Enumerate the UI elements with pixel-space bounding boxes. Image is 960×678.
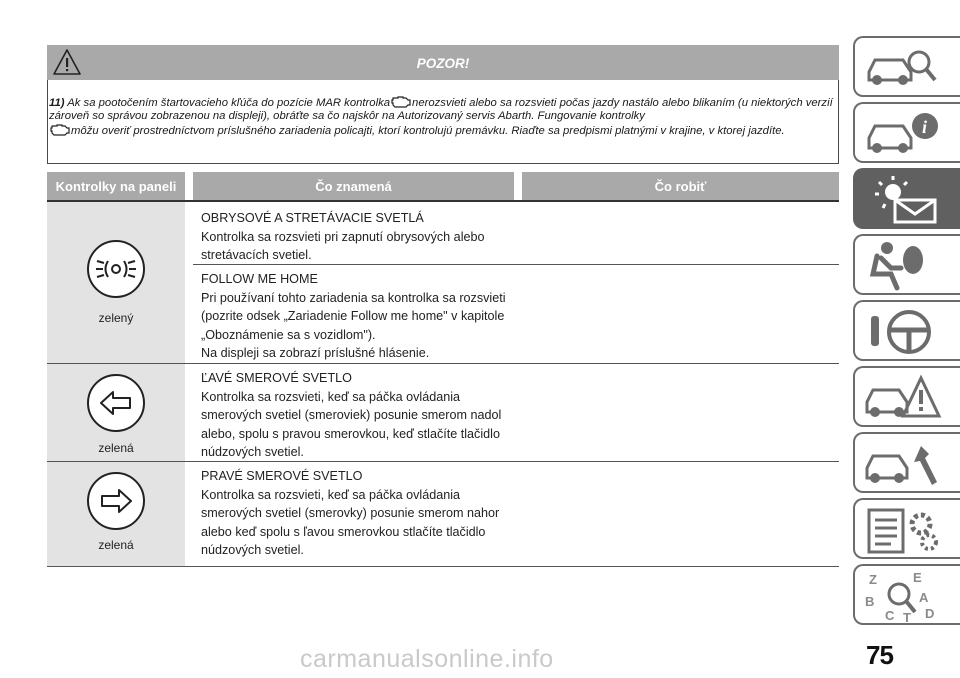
page-number: 75: [866, 640, 893, 670]
warning-title: POZOR!: [416, 56, 470, 71]
note-number: 11): [49, 97, 65, 109]
header-cell-meaning: Čo znamená: [193, 172, 514, 200]
tab-technical-data[interactable]: [853, 498, 960, 559]
meaning-cell: PRAVÉ SMEROVÉ SVETLO Kontrolka sa rozsvieti, keď sa páčka ovládania smerových svetiel (smerovky) posunie smerom nahor alebo keď spolu s ľavou smerovkou stlačíte tlačidlo núdzových svetiel.: [201, 469, 500, 558]
svg-text:B: B: [865, 594, 875, 609]
meaning-cell: FOLLOW ME HOME Pri používaní tohto zariadenia sa kontrolka sa rozsvieti (pozrite odsek „Zariadenie Follow me home" v kapitole „Oboznámenie sa s vozidlom"). Na displeji sa zobrazí príslušné hlásenie.: [201, 272, 506, 361]
car-hazard-icon: [863, 372, 943, 424]
tab-emergency[interactable]: [853, 366, 960, 427]
left-turn-signal-icon: [86, 373, 146, 433]
tab-starting-driving[interactable]: [853, 300, 960, 361]
svg-text:E: E: [913, 570, 922, 585]
row-divider: [47, 363, 839, 364]
warning-lights-icon: [863, 174, 943, 226]
svg-text:D: D: [925, 606, 935, 621]
tab-info[interactable]: [853, 102, 960, 163]
svg-text:C: C: [885, 608, 895, 622]
svg-text:T: T: [903, 610, 911, 622]
indicator-color: zelená: [98, 538, 134, 552]
car-service-icon: [863, 438, 943, 490]
tab-warning-lights[interactable]: [853, 168, 960, 229]
technical-data-icon: [863, 504, 943, 556]
position-lights-icon: [86, 239, 146, 299]
header-cell-action: Čo robiť: [522, 172, 839, 200]
engine-check-icon: [390, 95, 412, 108]
right-turn-signal-icon: [86, 471, 146, 531]
tab-safety[interactable]: [853, 234, 960, 295]
svg-text:Z: Z: [869, 572, 877, 587]
meaning-cell: OBRYSOVÉ A STRETÁVACIE SVETLÁ Kontrolka sa rozsvieti pri zapnutí obrysových alebo stretávacích svetiel.: [201, 211, 485, 263]
car-search-icon: [863, 42, 943, 94]
airbag-seat-icon: [863, 240, 943, 292]
svg-text:A: A: [919, 590, 929, 605]
warning-text: 11) Ak sa pootočením štartovacieho kľúča do pozície MAR kontrolka nerozsvieti alebo sa rozsvieti počas jazdy nastálo alebo blikaním (u niektorých verzií zároveň so správou zobrazenou na displeji), obráťte sa čo najskôr na Autorizovaný servis Abarth. Fungovanie kontrolky môžu overiť prostredníctvom príslušného zariadenia policajti, ktorí kontrolujú premávku. Riaďte sa predpismi platnými v krajine, v ktorej jazdíte.: [49, 97, 833, 137]
indicator-color: zelená: [98, 441, 134, 455]
engine-check-icon: [49, 123, 71, 136]
tab-getting-to-know[interactable]: [853, 36, 960, 97]
row-divider: [47, 566, 839, 567]
header-cell-indicators: Kontrolky na paneli: [47, 172, 185, 200]
index-search-icon: [863, 570, 943, 622]
tab-index[interactable]: [853, 564, 960, 625]
car-info-icon: [863, 108, 943, 160]
steering-wheel-icon: [863, 306, 943, 358]
svg-text:i: i: [922, 117, 928, 137]
meaning-cell: ĽAVÉ SMEROVÉ SVETLO Kontrolka sa rozsvieti, keď sa páčka ovládania smerových svetiel (smeroviek) posunie smerom nadol alebo, spolu s pravou smerovkou, keď stlačíte tlačidlo núdzových svetiel.: [201, 371, 502, 460]
tab-maintenance[interactable]: [853, 432, 960, 493]
watermark: carmanualsonline.info: [300, 645, 554, 673]
indicator-color: zelený: [98, 311, 134, 325]
